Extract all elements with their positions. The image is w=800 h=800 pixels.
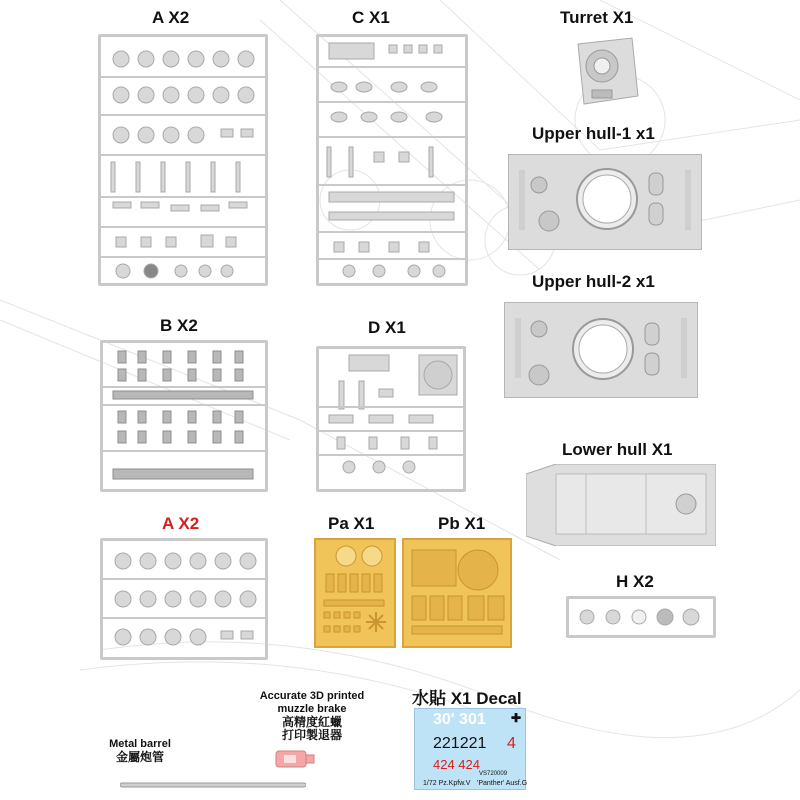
decal-row-2-number: 4 <box>507 735 516 752</box>
pa-label: Pa X1 <box>328 514 375 533</box>
sprue-h-label: H X2 <box>616 572 654 591</box>
sprue-a-top <box>98 34 268 286</box>
lower-hull-part <box>526 464 716 546</box>
sprue-a-top-parts <box>101 37 265 283</box>
upper-hull-2-label: Upper hull-2 x1 <box>532 272 655 291</box>
sprue-d-label: D X1 <box>368 318 406 337</box>
lower-hull-label: Lower hull X1 <box>562 440 673 459</box>
sprue-b-label: B X2 <box>160 316 198 335</box>
sprue-c-label: C X1 <box>352 8 390 27</box>
barrel-line-1: Metal barrel <box>109 738 171 750</box>
sprue-b <box>100 340 268 492</box>
decal-sheet <box>414 708 526 790</box>
decal-row-3: 424 424 <box>433 757 480 772</box>
metal-barrel-caption <box>90 738 190 764</box>
sprue-a-top-label: A X2 <box>152 8 190 27</box>
muzzle-line-1: Accurate 3D printed <box>259 690 365 702</box>
pb-label: Pb X1 <box>438 514 486 533</box>
decal-row-1: 30' 301 <box>433 711 486 728</box>
sprue-h-parts <box>569 599 713 635</box>
upper-hull-1-part <box>508 154 702 250</box>
turret-part <box>572 36 640 106</box>
sprue-a-bottom-parts <box>103 541 265 657</box>
muzzle-brake-caption <box>254 690 370 742</box>
upper-hull-2-part <box>504 302 698 398</box>
muzzle-line-4: 打印製退器 <box>281 728 342 742</box>
sprue-a-bottom-label: A X2 <box>162 514 200 533</box>
muzzle-brake-part <box>274 748 316 770</box>
photo-etch-pa <box>314 538 396 648</box>
sprue-c <box>316 34 468 286</box>
sprue-h <box>566 596 716 638</box>
muzzle-line-3: 高精度紅蠟 <box>281 715 342 729</box>
sprue-c-parts <box>319 37 465 283</box>
metal-barrel-part <box>120 776 306 784</box>
decal-footer-right: 'Panther' Ausf.G <box>477 780 528 787</box>
decal-cross: ✚ <box>511 711 522 725</box>
sprue-b-parts <box>103 343 265 489</box>
barrel-line-2: 金屬炮管 <box>115 750 164 764</box>
decal-label: 水貼 X1 Decal <box>412 689 522 708</box>
turret-label: Turret X1 <box>560 8 634 27</box>
sprue-d-parts <box>319 349 463 489</box>
sprue-a-bottom <box>100 538 268 660</box>
sprue-d <box>316 346 466 492</box>
muzzle-line-2: muzzle brake <box>277 703 347 715</box>
decal-row-2: 221221 <box>433 735 487 752</box>
decal-footer-left: 1/72 Pz.Kpfw.V <box>423 780 471 787</box>
decal-code: VS720009 <box>479 771 508 777</box>
photo-etch-pb <box>402 538 512 648</box>
upper-hull-1-label: Upper hull-1 x1 <box>532 124 655 143</box>
